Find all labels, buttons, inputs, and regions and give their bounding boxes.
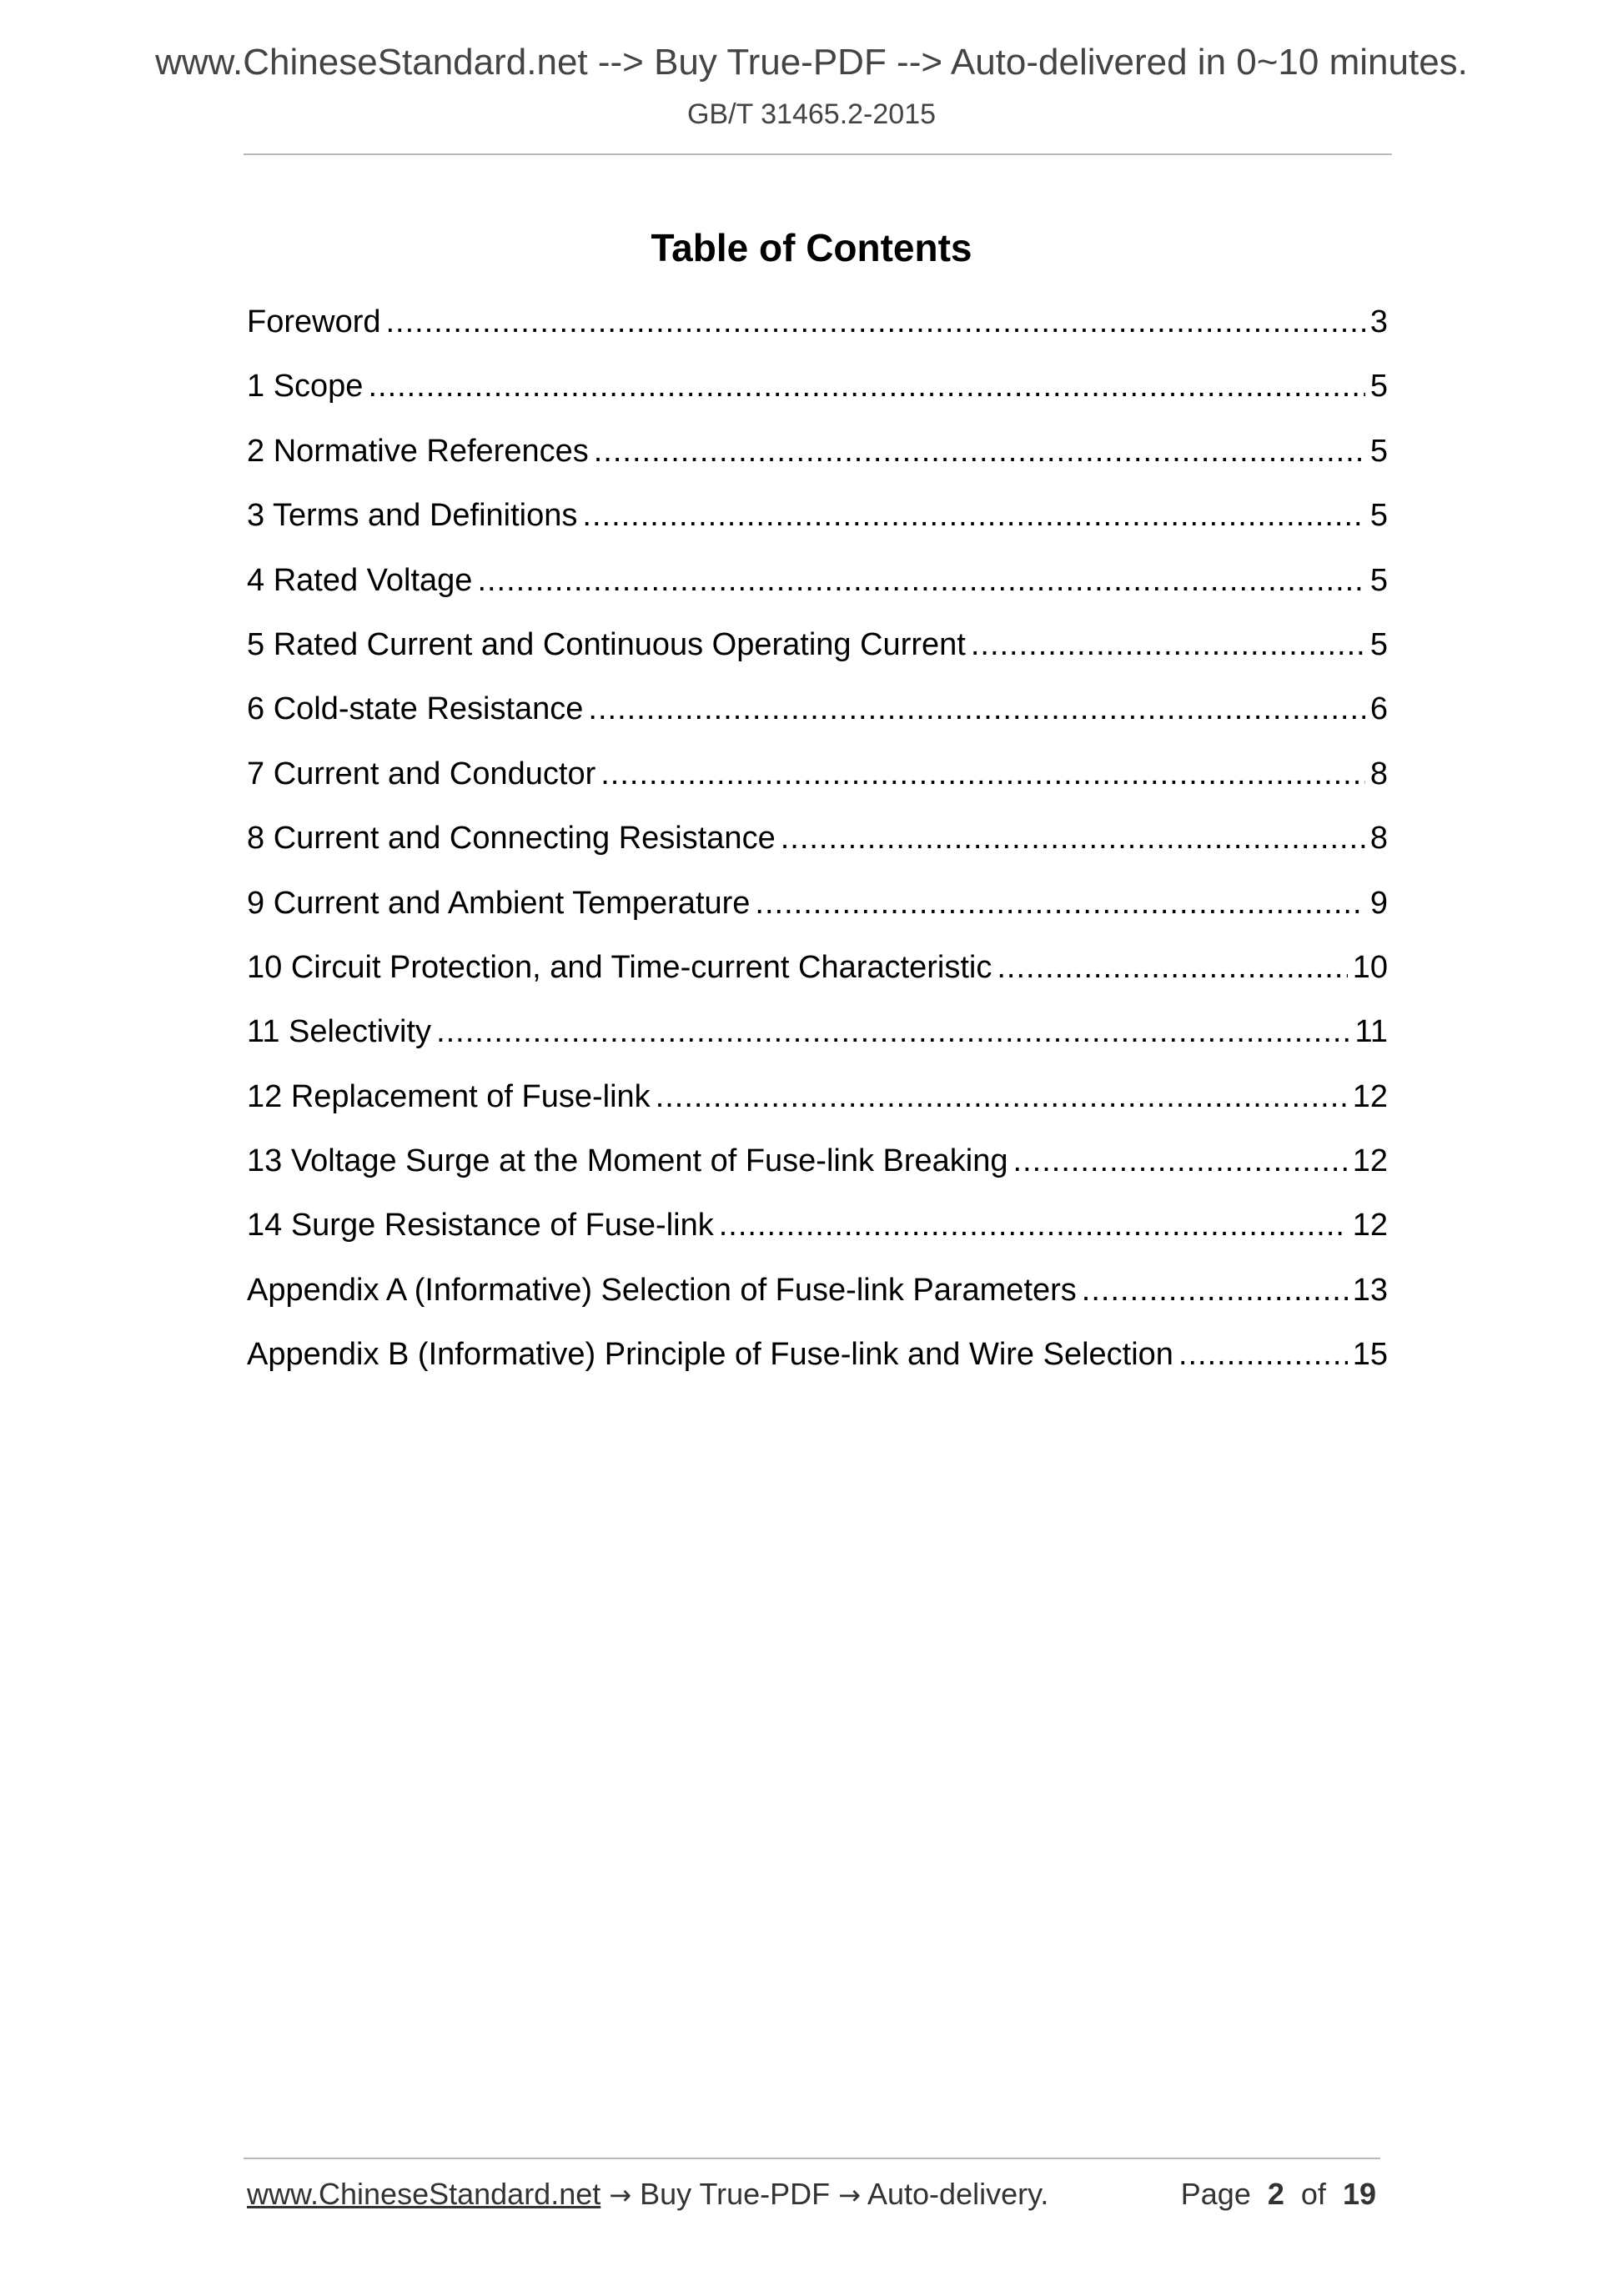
dot-leader [997,944,1347,991]
footer-site-link[interactable]: www.ChineseStandard.net [247,2177,601,2211]
dot-leader [1013,1138,1348,1184]
arrow-right-icon: → [609,2179,632,2211]
toc-entry-label: 5 Rated Current and Continuous Operating Current [247,626,966,662]
toc-entry-page: 6 [1369,691,1388,727]
toc-entry-page: 12 [1352,1078,1388,1114]
toc-entry-page: 13 [1352,1272,1388,1308]
current-page-number: 2 [1267,2177,1284,2211]
dot-leader [386,299,1365,345]
dot-leader [588,686,1364,732]
toc-entry[interactable] [247,363,1388,427]
total-page-count: 19 [1342,2177,1376,2211]
toc-entry-label: 6 Cold-state Resistance [247,691,584,727]
toc-entry-label: 7 Current and Conductor [247,756,596,791]
toc-entry-page: 15 [1352,1337,1388,1373]
dot-leader [1082,1267,1348,1314]
of-word: of [1300,2177,1326,2211]
toc-entry[interactable] [247,621,1388,686]
dot-leader [781,815,1365,862]
toc-entry[interactable] [247,557,1388,621]
toc-entry[interactable] [247,299,1388,363]
toc-entry-page: 5 [1369,562,1388,598]
toc-entry-page: 5 [1369,498,1388,534]
toc-entry-label: 9 Current and Ambient Temperature [247,885,751,921]
toc-entry-page: 12 [1352,1208,1388,1243]
header-divider [244,153,1392,155]
toc-entry-page: 3 [1369,304,1388,339]
toc-entry-page: 5 [1369,433,1388,469]
toc-entry-label: 12 Replacement of Fuse-link [247,1078,651,1114]
toc-title: Table of Contents [651,226,972,269]
dot-leader [656,1073,1348,1120]
page-indicator [1181,2177,1376,2212]
toc-entry[interactable] [247,751,1388,815]
toc-entry-page: 5 [1369,626,1388,662]
toc-entry-label: 13 Voltage Surge at the Moment of Fuse-link Breaking [247,1143,1008,1179]
toc-entry-label: 8 Current and Connecting Resistance [247,821,776,857]
arrow-right-icon: → [838,2179,861,2211]
toc-entry[interactable] [247,1008,1388,1073]
header-banner: www.ChineseStandard.net --> Buy True-PDF --> Auto-delivered in 0~10 minutes. [155,42,1468,83]
dot-leader [755,880,1364,927]
toc-entry-label: 3 Terms and Definitions [247,498,578,534]
toc-entry[interactable] [247,1138,1388,1202]
dot-leader [719,1202,1348,1248]
dot-leader [436,1008,1349,1055]
dot-leader [1178,1331,1348,1378]
dot-leader [971,621,1365,668]
footer-divider [244,2158,1380,2159]
toc-entry[interactable] [247,1267,1388,1331]
toc-entry-page: 9 [1369,885,1388,921]
toc-entry-label: 2 Normative References [247,433,589,469]
toc-entry[interactable] [247,880,1388,944]
toc-entry-page: 8 [1369,821,1388,857]
toc-entry-label: 14 Surge Resistance of Fuse-link [247,1208,714,1243]
toc-entry[interactable] [247,1073,1388,1138]
dot-leader [477,557,1364,604]
toc-entry-label: 10 Circuit Protection, and Time-current Characteristic [247,949,992,985]
toc-entry-label: 11 Selectivity [247,1014,432,1050]
toc-entry[interactable] [247,944,1388,1008]
document-code: GB/T 31465.2-2015 [686,98,937,130]
toc-entry-label: Appendix B (Informative) Principle of Fuse-link and Wire Selection [247,1337,1173,1373]
toc-entry-page: 8 [1369,756,1388,791]
page-word: Page [1180,2177,1251,2211]
dot-leader [594,428,1365,475]
toc-entry[interactable] [247,815,1388,879]
toc-entry-label: 1 Scope [247,369,364,404]
toc-entry-page: 5 [1369,369,1388,404]
toc-entry-page: 11 [1354,1014,1388,1050]
dot-leader [368,363,1364,409]
dot-leader [582,492,1364,539]
toc-entry[interactable] [247,428,1388,492]
toc-entry-label: Foreword [247,304,381,339]
toc-entry-label: 4 Rated Voltage [247,562,473,598]
footer-delivery-text: Auto-delivery. [867,2177,1049,2211]
toc-entry[interactable] [247,686,1388,750]
toc-entry[interactable] [247,1202,1388,1266]
footer-promo [247,2177,1048,2212]
toc-entry-page: 10 [1352,949,1388,985]
toc-entry[interactable] [247,1331,1388,1395]
toc-entry-page: 12 [1352,1143,1388,1179]
footer-buy-text: Buy True-PDF [640,2177,831,2211]
table-of-contents [247,299,1388,1396]
toc-entry[interactable] [247,492,1388,556]
dot-leader [600,751,1365,797]
toc-entry-label: Appendix A (Informative) Selection of Fuse-link Parameters [247,1272,1077,1308]
